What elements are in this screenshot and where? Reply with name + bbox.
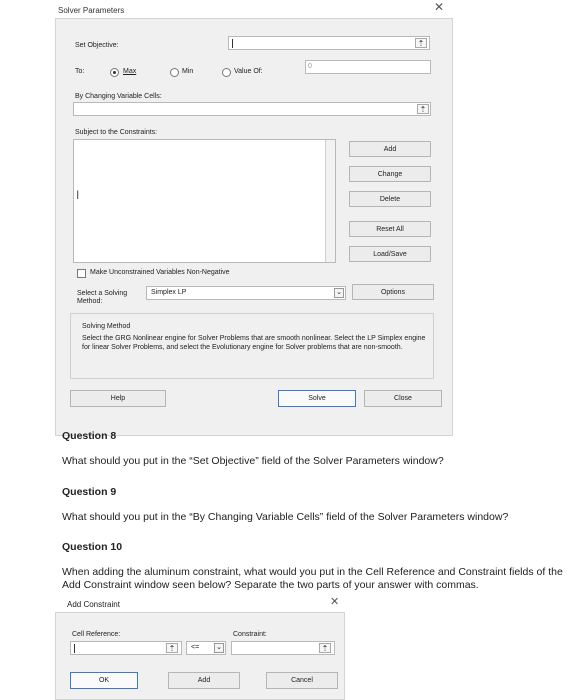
cancel-button[interactable]: Cancel [266, 672, 338, 689]
subject-label: Subject to the Constraints: [75, 129, 158, 136]
constraint-label: Constraint: [233, 631, 267, 638]
nonneg-label: Make Unconstrained Variables Non-Negative [90, 269, 230, 276]
max-radio[interactable] [110, 68, 119, 77]
range-collapse-icon[interactable]: ⇡ [319, 643, 331, 653]
min-radio[interactable] [170, 68, 179, 77]
text-cursor-icon: I [76, 188, 80, 202]
chevron-down-icon[interactable]: ⌄ [214, 643, 224, 653]
q9-text: What should you put in the “By Changing Variable Cells” field of the Solver Parameters window? [62, 511, 509, 523]
delete-button[interactable]: Delete [349, 191, 431, 207]
range-collapse-icon[interactable]: ⇡ [417, 104, 429, 114]
value-of-label: Value Of: [234, 68, 263, 75]
operator-select[interactable] [186, 641, 226, 655]
range-collapse-icon[interactable]: ⇡ [415, 38, 427, 48]
nonneg-checkbox[interactable] [77, 269, 86, 278]
q9-title: Question 9 [62, 486, 117, 498]
operator-value: <= [191, 644, 200, 651]
close-icon[interactable]: ✕ [330, 596, 340, 608]
max-label: Max [123, 68, 137, 75]
window-title: Solver Parameters [58, 6, 125, 15]
chevron-down-icon[interactable]: ⌄ [334, 288, 344, 298]
min-label: Min [182, 68, 194, 75]
solving-method-heading: Solving Method [82, 323, 131, 330]
solving-method-desc: Select the GRG Nonlinear engine for Solver Problems that are smooth nonlinear. Select the LP Simplex engine for linear Solver Problems, and select the Evolutionary engine for Solver problems that are non-smooth. [82, 335, 426, 351]
solve-button[interactable]: Solve [278, 390, 356, 407]
q10-text: When adding the aluminum constraint, what would you put in the Cell Reference and Constraint fields of the Add Constraint window seen below? Separate the two parts of your answer with commas. [62, 566, 563, 591]
cell-reference-label: Cell Reference: [72, 631, 121, 638]
close-button[interactable]: Close [364, 390, 442, 407]
q8-text: What should you put in the “Set Objective” field of the Solver Parameters window? [62, 455, 444, 467]
add-constraint-title: Add Constraint [67, 600, 120, 609]
load-save-button[interactable]: Load/Save [349, 246, 431, 262]
reset-all-button[interactable]: Reset All [349, 221, 431, 237]
range-collapse-icon[interactable]: ⇡ [166, 643, 178, 653]
change-button[interactable]: Change [349, 166, 431, 182]
value-of-input[interactable] [305, 60, 431, 74]
value-of-value: 0 [308, 63, 312, 70]
add-button[interactable]: Add [168, 672, 240, 689]
set-objective-input[interactable] [228, 36, 430, 50]
close-icon[interactable]: ✕ [434, 0, 445, 14]
select-method-label: Select a Solving Method: [77, 290, 128, 305]
to-label: To: [75, 68, 85, 75]
value-of-radio[interactable] [222, 68, 231, 77]
method-select[interactable] [146, 286, 346, 300]
help-button[interactable]: Help [70, 390, 166, 407]
q8-title: Question 8 [62, 430, 117, 442]
by-changing-input[interactable] [73, 102, 431, 116]
q10-title: Question 10 [62, 541, 123, 553]
add-button[interactable]: Add [349, 141, 431, 157]
options-button[interactable]: Options [352, 284, 434, 300]
constraints-list[interactable] [73, 139, 336, 263]
method-value: Simplex LP [151, 289, 187, 296]
constraints-scrollbar[interactable] [325, 140, 335, 262]
ok-button[interactable]: OK [70, 672, 138, 689]
set-objective-label: Set Objective: [75, 42, 119, 49]
by-changing-label: By Changing Variable Cells: [75, 93, 162, 100]
